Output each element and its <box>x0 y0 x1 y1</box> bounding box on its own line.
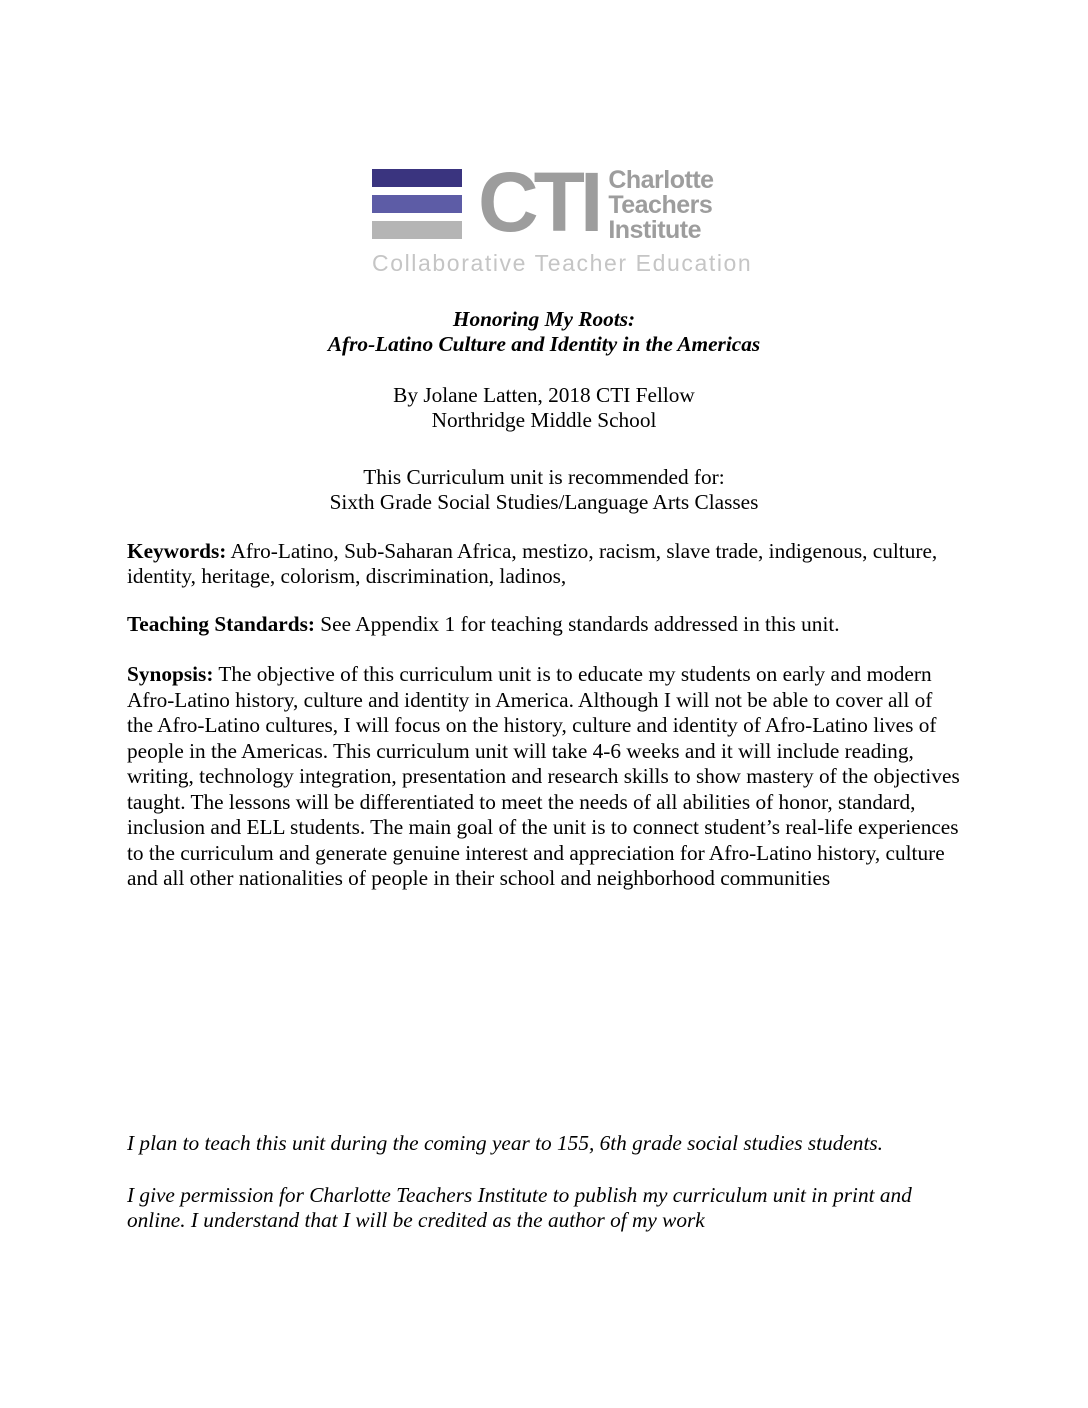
logo-tagline: Collaborative Teacher Education <box>372 250 753 276</box>
logo-name <box>608 166 713 243</box>
synopsis-label: Synopsis: <box>127 662 214 686</box>
permission-statement: I give permission for Charlotte Teachers Institute to publish my curriculum unit in print and online. I understand that I will be credited as the author of my work <box>127 1182 912 1232</box>
logo-bar-middle <box>372 195 462 213</box>
keywords-label: Keywords: <box>127 538 227 563</box>
keywords-text: Afro-Latino, Sub-Saharan Africa, mestizo, racism, slave trade, indigenous, culture, identity, heritage, colorism, discrimination, ladinos, <box>127 538 938 588</box>
author-line: By Jolane Latten, 2018 CTI Fellow <box>393 382 695 407</box>
cti-logo-row <box>372 155 716 249</box>
teaching-standards-label: Teaching Standards: <box>127 611 315 636</box>
logo-name-line1: Charlotte <box>608 166 714 194</box>
byline <box>127 383 961 434</box>
recommendation <box>127 465 961 516</box>
title-line2: Afro-Latino Culture and Identity in the Americas <box>327 332 761 356</box>
teaching-standards-text: See Appendix 1 for teaching standards addressed in this unit. <box>314 611 840 636</box>
school-line: Northridge Middle School <box>431 408 657 432</box>
logo-bar-top <box>372 169 462 187</box>
keywords-paragraph <box>127 539 961 590</box>
footer-statements <box>127 1131 961 1234</box>
logo-bars-icon <box>372 166 462 239</box>
recommendation-line2: Sixth Grade Social Studies/Language Arts Classes <box>329 490 759 514</box>
document-title <box>127 307 961 358</box>
teaching-standards-paragraph <box>127 612 961 638</box>
synopsis-text: The objective of this curriculum unit is to educate my students on early and modern Afro-Latino history, culture and identity in America. Although I will not be able to cover all of the Afro-Latino cultures, I will focus on the history, culture and identity of Afro-Latino lives of people in the Americas. This curriculum unit will take 4-6 weeks and it will include reading, writing, technology integration, presentation and research skills to show mastery of the objectives taught. The lessons will be differentiated to meet the needs of all abilities of honor, standard, inclusion and ELL students. The main goal of the unit is to connect student’s real-life experiences to the curriculum and generate genuine interest and appreciation for Afro-Latino history, culture and all other nationalities of people in their school and neighborhood communities <box>127 662 960 890</box>
logo-name-line3: Institute <box>608 216 702 244</box>
teach-statement: I plan to teach this unit during the coming year to 155, 6th grade social studies students. <box>127 1131 883 1155</box>
document-content <box>0 307 1088 892</box>
recommendation-line1: This Curriculum unit is recommended for: <box>363 464 725 489</box>
title-line1: Honoring My Roots: <box>452 306 636 331</box>
logo-acronym: CTI <box>478 155 599 249</box>
logo-bar-bottom <box>372 221 462 239</box>
synopsis-paragraph <box>127 662 961 892</box>
cti-logo <box>372 155 753 277</box>
logo-name-line2: Teachers <box>608 191 713 219</box>
